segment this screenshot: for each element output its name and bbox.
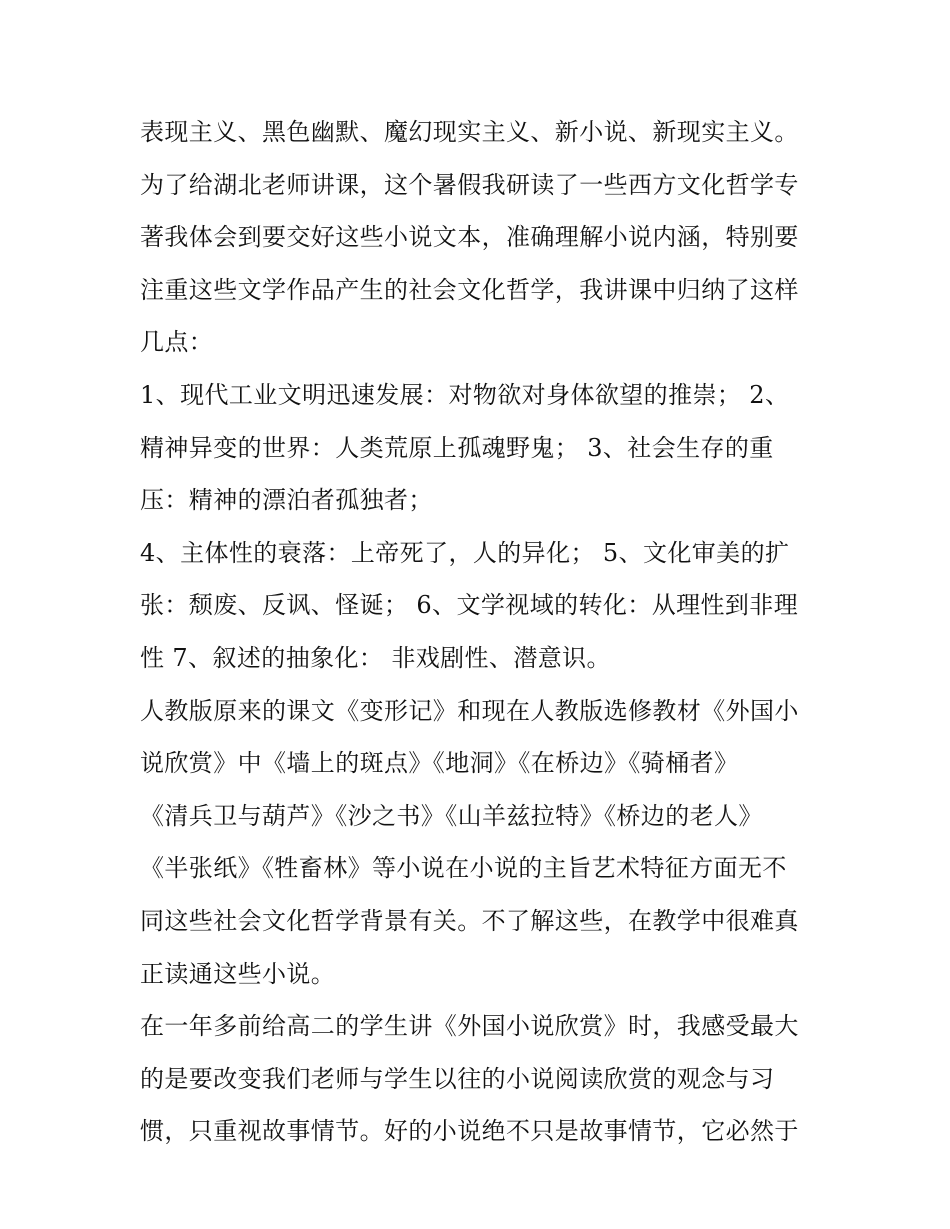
text-line: 表现主义、黑色幽默、魔幻现实主义、新小说、新现实主义。 xyxy=(140,118,799,146)
text-line: 几点： xyxy=(140,328,214,357)
text-line: 压：精神的漂泊者孤独者； xyxy=(140,486,433,515)
text-line: 4、主体性的衰落：上帝死了，人的异化； 5、文化审美的扩 xyxy=(140,538,790,567)
text-line: 性 7、叙述的抽象化： 非戏剧性、潜意识。 xyxy=(140,643,611,672)
text-line: 著我体会到要交好这些小说文本，准确理解小说内涵，特别要 xyxy=(140,223,799,252)
text-line: 惯，只重视故事情节。好的小说绝不只是故事情节，它必然于 xyxy=(140,1117,799,1146)
text-line: 注重这些文学作品产生的社会文化哲学，我讲课中归纳了这样 xyxy=(140,275,799,304)
text-line: 张：颓废、反讽、怪诞； 6、文学视域的转化：从理性到非理 xyxy=(140,591,799,620)
text-line: 在一年多前给高二的学生讲《外国小说欣赏》时，我感受最大 xyxy=(140,1012,799,1041)
text-line: 的是要改变我们老师与学生以往的小说阅读欣赏的观念与习 xyxy=(140,1064,775,1093)
text-line: 精神异变的世界：人类荒原上孤魂野鬼； 3、社会生存的重 xyxy=(140,433,774,462)
text-line: 为了给湖北老师讲课，这个暑假我研读了一些西方文化哲学专 xyxy=(140,170,799,199)
text-line: 《清兵卫与葫芦》《沙之书》《山羊兹拉特》《桥边的老人》 xyxy=(140,801,763,830)
text-line: 说欣赏》中《墙上的斑点》《地洞》《在桥边》《骑桶者》 xyxy=(140,749,739,778)
text-line: 同这些社会文化哲学背景有关。不了解这些，在教学中很难真 xyxy=(140,906,799,935)
text-line: 《半张纸》《牲畜林》等小说在小说的主旨艺术特征方面无不 xyxy=(140,854,787,883)
text-line: 人教版原来的课文《变形记》和现在人教版选修教材《外国小 xyxy=(140,696,799,725)
text-line: 1、现代工业文明迅速发展：对物欲对身体欲望的推崇； 2、 xyxy=(140,380,790,409)
body-text xyxy=(140,106,830,1158)
text-line: 正读通这些小说。 xyxy=(140,959,336,988)
